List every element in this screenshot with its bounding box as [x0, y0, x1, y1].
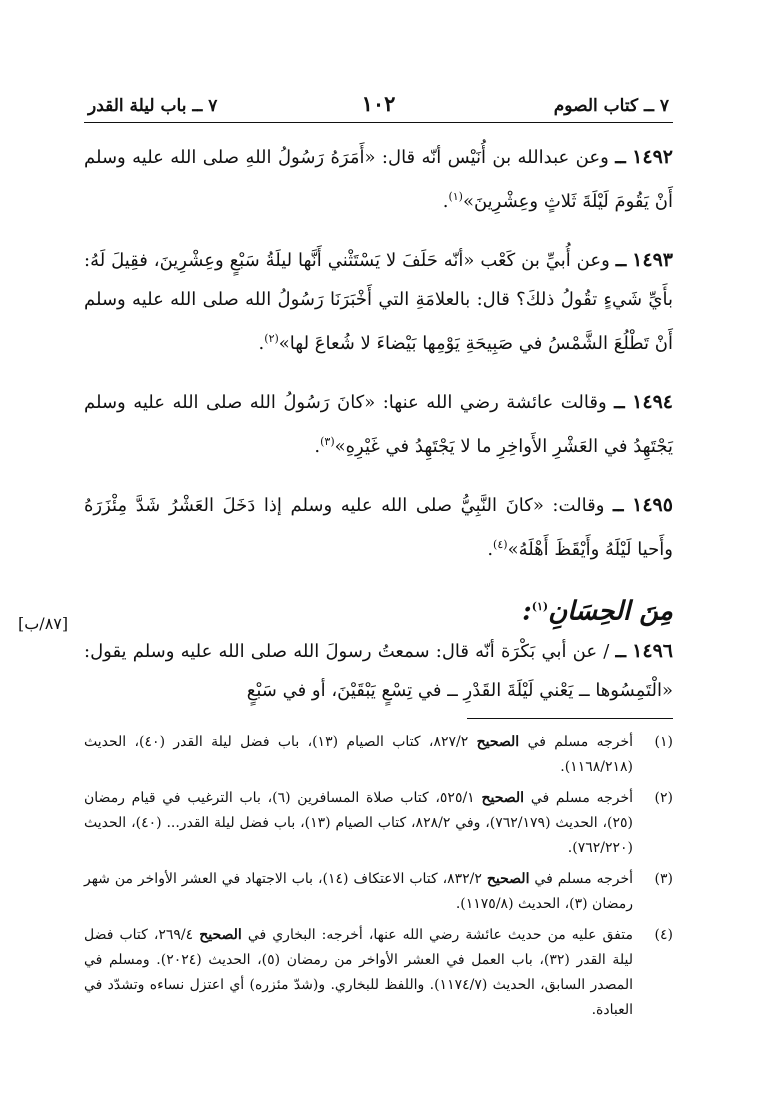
hadith-number: ١٤٩٤	[632, 391, 673, 413]
footnote-reference[interactable]: (٣)	[320, 435, 335, 448]
hadith-text: وعن أُبيِّ بن كَعْب «أنّه حَلَفَ لا يَسْتَثْني أَنَّها ليلَةُ سَبْعٍ وعِشْرِينَ، فقِيلَ لَهُ: بأَيِّ شَيءٍ تقُولُ ذلكَ؟ قال: بالعلامَةِ التي أَخْبَرَنَا رَسُولُ الله صلى الله عليه وسلم أَنْ تَطْلُعَ الشَّمْسُ في صَبِيحَةِ يَوْمِها بَيْضاءَ لا شُعاعَ لها»	[84, 250, 673, 354]
hadith-end-mark: .	[442, 191, 449, 212]
footnotes-section	[84, 730, 673, 1029]
footnote-text: متفق عليه من حديث عائشة رضي الله عنها، أخرجه: البخاري في	[247, 927, 633, 943]
footnote-text: أخرجه مسلم في	[534, 871, 633, 887]
hadith-text: / عن أبي بَكْرَة أنّه قال: سمعتُ رسولَ الله صلى الله عليه وسلم يقول: «الْتَمِسُوها ــ يَعْني لَيْلَةَ القَدْرِ ــ في تِسْعٍ يَبْقَيْنَ، أو في سَبْعٍ	[84, 640, 673, 701]
hadith-end-mark: .	[258, 333, 265, 354]
hadith-paragraph	[84, 241, 673, 363]
footnote-source-title: الصحيح	[486, 871, 530, 887]
footnote	[84, 923, 673, 1023]
hadith-paragraph	[84, 138, 673, 221]
footnote-number: (٣)	[654, 871, 673, 887]
footnote-reference[interactable]: (٢)	[264, 332, 279, 345]
running-header	[84, 86, 673, 123]
hadith-text: وعن عبدالله بن أُنَيْس أنّه قال: «أَمَرَهُ رَسُولُ اللهِ صلى الله عليه وسلم أَنْ يَقُومَ لَيْلَةَ ثَلاثٍ وعِشْرِينَ»	[84, 147, 673, 212]
footnote	[84, 730, 673, 780]
page-number: ١٠٢	[361, 91, 396, 116]
header-chapter-title: ٧ ــ باب ليلة القدر	[88, 96, 218, 116]
hadith-end-mark: .	[487, 539, 494, 560]
footnote-number: (٢)	[654, 790, 673, 806]
header-book-title: ٧ ــ كتاب الصوم	[553, 96, 669, 116]
footnote-text: ٥٢٥/١، كتاب صلاة المسافرين (٦)، باب الترغيب في قيام رمضان (٢٥)، الحديث (٧٦٢/١٧٩)، وفي ٨٢٨/٢، كتاب الصيام (١٣)، باب فضل ليلة القدر... (٤٠)، الحديث (٧٦٢/٢٢٠).	[84, 790, 633, 856]
main-text	[84, 138, 673, 730]
footnote-reference[interactable]: (١)	[531, 600, 549, 613]
hadith-number: ١٤٩٦	[632, 639, 673, 662]
footnote-source-title: الصحيح	[481, 790, 525, 806]
hadith-dash: ــ	[615, 250, 627, 271]
hadith-text: وقالت: «كانَ النَّبِيُّ صلى الله عليه وسلم إذا دَخَلَ العَشْرُ شَدَّ مِئْزَرَهُ وأَحيا لَيْلَهُ وأَيْقَظَ أَهْلَهُ»	[84, 495, 673, 560]
hadith-number: ١٤٩٢	[632, 146, 673, 168]
footnote-text: أخرجه مسلم في	[530, 790, 634, 806]
hadith-dash: ــ	[615, 640, 626, 662]
section-heading-colon: :	[522, 596, 532, 627]
footnote	[84, 867, 673, 917]
footnote-number: (١)	[654, 734, 673, 750]
hadith-text: وقالت عائشة رضي الله عنها: «كانَ رَسُولُ الله صلى الله عليه وسلم يَجْتَهِدُ في العَشْرِ الأَواخِرِ ما لا يَجْتَهِدُ في غَيْرِهِ»	[84, 392, 673, 457]
hadith-paragraph	[84, 486, 673, 569]
hadith-paragraph	[84, 632, 673, 710]
footnote-number: (٤)	[654, 927, 673, 943]
hadith-number: ١٤٩٥	[632, 494, 673, 516]
footnote-source-title: الصحيح	[199, 927, 242, 943]
hadith-paragraph	[84, 383, 673, 466]
footnote-text: ٨٣٢/٢، كتاب الاعتكاف (١٤)، باب الاجتهاد في العشر الأواخر من شهر رمضان (٣)، الحديث (١١٧٥/٨).	[84, 871, 633, 912]
section-heading	[84, 589, 673, 630]
manuscript-folio-note: [٨٧/ب]	[18, 614, 69, 633]
footnote-reference[interactable]: (١)	[448, 190, 463, 203]
footnote-separator	[467, 718, 673, 719]
footnote-text: ٨٢٧/٢، كتاب الصيام (١٣)، باب فضل ليلة القدر (٤٠)، الحديث (١١٦٨/٢١٨).	[84, 734, 633, 775]
section-heading-text: مِنَ الحِسَانِ	[548, 596, 673, 627]
footnote	[84, 786, 673, 861]
hadith-dash: ــ	[615, 147, 626, 168]
footnote-reference[interactable]: (٤)	[493, 538, 508, 551]
footnote-text: ٢٦٩/٤، كتاب فضل ليلة القدر (٣٢)، باب العمل في العشر الأواخر من رمضان (٥)، الحديث (٢٠٢٤). ومسلم في المصدر السابق، الحديث (١١٧٤/٧). واللفظ للبخاري. و(شدّ مئزره) أي اعتزل نساءه وتشدّد في العبادة.	[84, 927, 634, 1018]
hadith-dash: ــ	[613, 495, 624, 516]
footnote-source-title: الصحيح	[476, 734, 520, 750]
hadith-dash: ــ	[614, 392, 625, 413]
hadith-number: ١٤٩٣	[632, 249, 673, 271]
hadith-end-mark: .	[314, 436, 321, 457]
footnote-text: أخرجه مسلم في	[527, 734, 634, 750]
